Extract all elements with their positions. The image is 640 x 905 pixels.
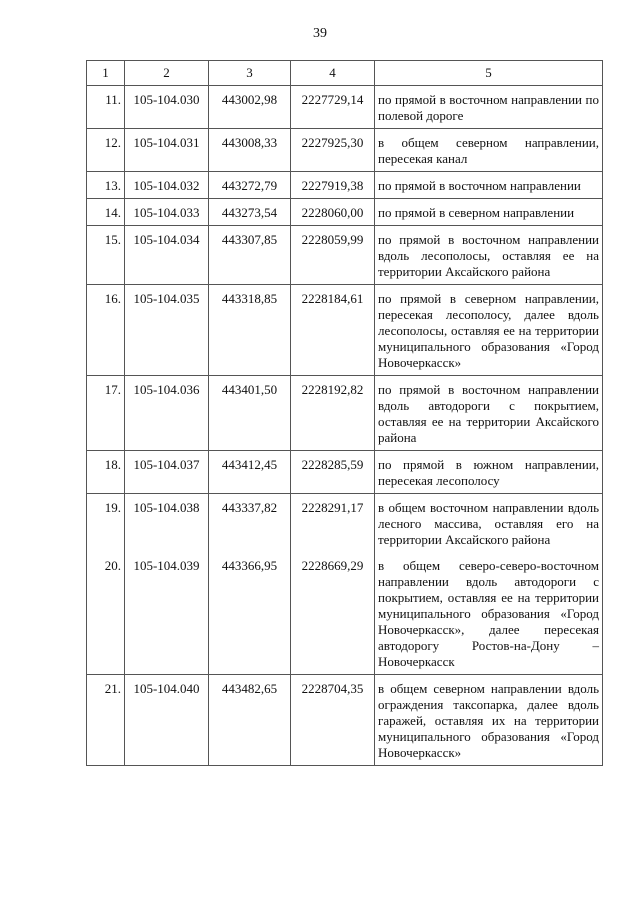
row-number: 12. <box>87 129 125 172</box>
point-code: 105-104.030 <box>125 86 209 129</box>
boundary-coordinates-table <box>86 60 603 766</box>
boundary-description: по прямой в восточном направлении по полевой дороге <box>375 86 603 129</box>
table-row <box>87 199 603 226</box>
coordinate-x: 443002,98 <box>209 86 291 129</box>
row-number: 20. <box>87 552 125 675</box>
coordinate-y: 2228184,61 <box>291 285 375 376</box>
point-code: 105-104.038 <box>125 494 209 553</box>
boundary-description: в общем северном направлении, пересекая канал <box>375 129 603 172</box>
table-header-row <box>87 61 603 86</box>
boundary-description: в общем восточном направлении вдоль лесного массива, оставляя его на территории Аксайского района <box>375 494 603 553</box>
point-code: 105-104.035 <box>125 285 209 376</box>
point-code: 105-104.034 <box>125 226 209 285</box>
coordinate-y: 2228291,17 <box>291 494 375 553</box>
row-number: 13. <box>87 172 125 199</box>
point-code: 105-104.040 <box>125 675 209 766</box>
boundary-description: в общем северном направлении вдоль ограждения таксопарка, далее вдоль гаражей, оставляя их на территории муниципального образования «Город Новочеркасск» <box>375 675 603 766</box>
boundary-description: по прямой в северном направлении <box>375 199 603 226</box>
point-code: 105-104.031 <box>125 129 209 172</box>
coordinate-y: 2228669,29 <box>291 552 375 675</box>
row-number: 21. <box>87 675 125 766</box>
coordinate-y: 2227919,38 <box>291 172 375 199</box>
table-row <box>87 129 603 172</box>
coordinate-y: 2227729,14 <box>291 86 375 129</box>
coordinate-x: 443272,79 <box>209 172 291 199</box>
coordinate-y: 2227925,30 <box>291 129 375 172</box>
table-row <box>87 226 603 285</box>
column-header: 1 <box>87 61 125 86</box>
table-row <box>87 675 603 766</box>
column-header: 3 <box>209 61 291 86</box>
coordinate-x: 443318,85 <box>209 285 291 376</box>
row-number: 18. <box>87 451 125 494</box>
coordinate-x: 443307,85 <box>209 226 291 285</box>
coordinate-y: 2228060,00 <box>291 199 375 226</box>
row-number: 14. <box>87 199 125 226</box>
row-number: 11. <box>87 86 125 129</box>
table-row <box>87 494 603 553</box>
page-number: 39 <box>313 26 327 41</box>
table-row <box>87 285 603 376</box>
table-row <box>87 451 603 494</box>
coordinate-x: 443008,33 <box>209 129 291 172</box>
row-number: 16. <box>87 285 125 376</box>
column-header: 4 <box>291 61 375 86</box>
coordinate-x: 443412,45 <box>209 451 291 494</box>
column-header: 2 <box>125 61 209 86</box>
column-header: 5 <box>375 61 603 86</box>
point-code: 105-104.032 <box>125 172 209 199</box>
boundary-description: по прямой в восточном направлении вдоль автодороги с покрытием, оставляя ее на территории Аксайского района <box>375 376 603 451</box>
coordinate-y: 2228059,99 <box>291 226 375 285</box>
table-row <box>87 86 603 129</box>
point-code: 105-104.036 <box>125 376 209 451</box>
row-number: 19. <box>87 494 125 553</box>
coordinate-x: 443482,65 <box>209 675 291 766</box>
coordinate-x: 443337,82 <box>209 494 291 553</box>
coordinate-x: 443366,95 <box>209 552 291 675</box>
coordinate-y: 2228285,59 <box>291 451 375 494</box>
boundary-description: по прямой в южном направлении, пересекая лесополосу <box>375 451 603 494</box>
boundary-description: по прямой в восточном направлении <box>375 172 603 199</box>
row-number: 17. <box>87 376 125 451</box>
coordinate-x: 443401,50 <box>209 376 291 451</box>
coordinate-x: 443273,54 <box>209 199 291 226</box>
table-row <box>87 376 603 451</box>
coordinate-y: 2228192,82 <box>291 376 375 451</box>
boundary-description: по прямой в восточном направлении вдоль лесополосы, оставляя ее на территории Аксайского района <box>375 226 603 285</box>
table-row <box>87 172 603 199</box>
table-row <box>87 552 603 675</box>
point-code: 105-104.037 <box>125 451 209 494</box>
row-number: 15. <box>87 226 125 285</box>
boundary-description: в общем северо-северо-восточном направлении вдоль автодороги с покрытием, оставляя ее на территории муниципального образования «Город Новочеркасск», далее пересекая автодорогу Ростов-на-Дону – Новочеркасск <box>375 552 603 675</box>
point-code: 105-104.033 <box>125 199 209 226</box>
coordinate-y: 2228704,35 <box>291 675 375 766</box>
boundary-description: по прямой в северном направлении, пересекая лесополосу, далее вдоль лесополосы, оставляя ее на территории муниципального образования «Город Новочеркасск» <box>375 285 603 376</box>
point-code: 105-104.039 <box>125 552 209 675</box>
